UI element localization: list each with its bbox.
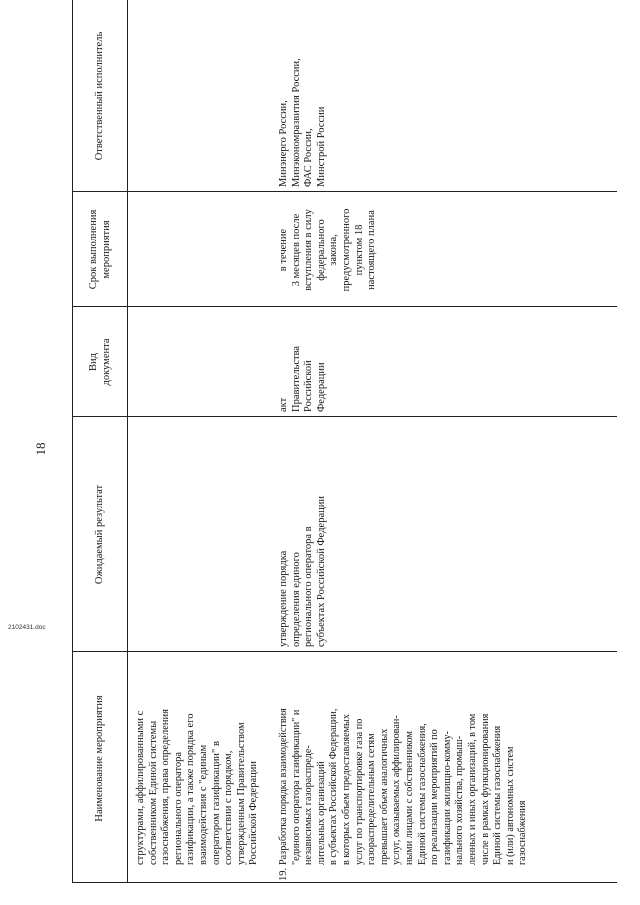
- row-doc-type: акт Правительства Российской Федерации: [278, 345, 327, 412]
- column-divider: [72, 306, 617, 307]
- row-result: утверждение порядка определения единого регионального оператора в субъектах Российской Федерации: [278, 496, 327, 647]
- table-left-border: [72, 882, 617, 883]
- column-divider: [72, 416, 617, 417]
- row-deadline: в течение 3 месяцев после вступления в силу федерального закона, предусмотренного пунктом 18 настоящего плана: [278, 208, 378, 292]
- header-bottom-border: [127, 0, 128, 883]
- column-divider: [72, 191, 617, 192]
- header-result: Ожидаемый результат: [94, 484, 105, 585]
- page-number: 18: [33, 442, 48, 456]
- header-deadline: Срок выполнения мероприятия: [87, 209, 112, 290]
- document-id: 2102431.doc: [8, 624, 46, 631]
- row-responsible: Минэнерго России, Минэкономразвития России, ФАС России, Минстрой России: [278, 58, 327, 187]
- header-responsible: Ответственный исполнитель: [94, 31, 105, 161]
- header-doc-type: Вид документа: [87, 338, 112, 386]
- column-divider: [72, 651, 617, 652]
- row-number: 19.: [278, 867, 289, 881]
- continuation-name: структурами, аффилированными с собственником Единой системы газоснабжения, права определения регионального оператора газификации, а также порядка его взаимодействия с "единым оператором газификации" в соответствии с порядком, утвержденным Правительством Российской Федерации: [135, 709, 260, 865]
- header-name: Наименование мероприятия: [94, 695, 105, 822]
- row-name: Разработка порядка взаимодействия "единого оператора газификации" и независимых газораспреде- лительных организаций в субъектах Российской Федерации, в которых объем предоставляемых услуг по транспортировке газа по газораспределительным сетям превышает объем аналогичных услуг, оказываемых аффилирован- ными лицами с собственником Единой системы газоснабжения, по реализации мероприятий по газификации жилищно-комму- нального хозяйства, промыш- ленных и иных организаций, в том числе в рамках функционирования Единой системы газоснабжения и (или) автономных систем газоснабжения: [278, 708, 529, 865]
